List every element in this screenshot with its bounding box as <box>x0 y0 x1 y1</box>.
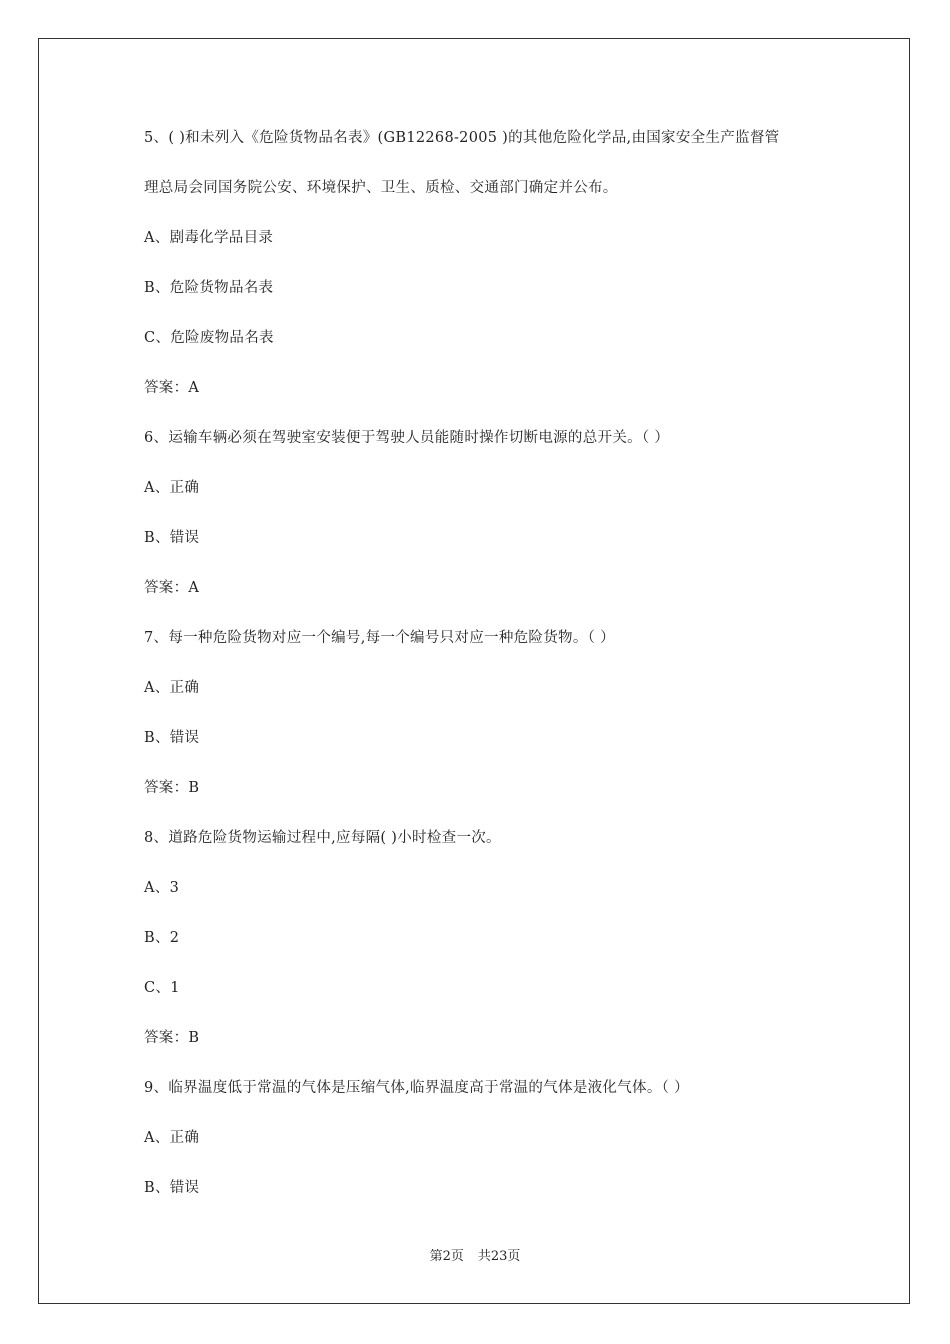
question-6-answer: 答案：A <box>144 580 200 596</box>
question-9-text: 9、临界温度低于常温的气体是压缩气体,临界温度高于常温的气体是液化气体。（ ） <box>144 1080 689 1096</box>
question-5-text-line-1: 5、( )和未列入《危险货物品名表》(GB12268-2005 )的其他危险化学品,由国家安全生产监督管 <box>144 130 780 146</box>
question-8-option-b: B、2 <box>144 930 180 946</box>
question-8-text: 8、道路危险货物运输过程中,应每隔( )小时检查一次。 <box>144 830 501 846</box>
question-5-option-a: A、剧毒化学品目录 <box>144 230 274 246</box>
question-5-option-c: C、危险废物品名表 <box>144 330 274 346</box>
question-5-text-line-2: 理总局会同国务院公安、环境保护、卫生、质检、交通部门确定并公布。 <box>144 180 618 196</box>
question-5-option-b: B、危险货物品名表 <box>144 280 274 296</box>
question-9-option-a: A、正确 <box>144 1130 200 1146</box>
page-footer <box>0 1248 950 1266</box>
question-8-answer: 答案：B <box>144 1030 200 1046</box>
question-6-text: 6、运输车辆必须在驾驶室安装便于驾驶人员能随时操作切断电源的总开关。（ ） <box>144 430 670 446</box>
question-7-option-a: A、正确 <box>144 680 200 696</box>
question-6-option-b: B、错误 <box>144 530 200 546</box>
total-page-count: 共23页 <box>477 1249 521 1264</box>
question-7-answer: 答案：B <box>144 780 200 796</box>
question-6-option-a: A、正确 <box>144 480 200 496</box>
question-5-answer: 答案：A <box>144 380 200 396</box>
question-7-text: 7、每一种危险货物对应一个编号,每一个编号只对应一种危险货物。（ ） <box>144 630 615 646</box>
question-8-option-a: A、3 <box>144 880 180 896</box>
question-7-option-b: B、错误 <box>144 730 200 746</box>
question-8-option-c: C、1 <box>144 980 180 996</box>
question-9-option-b: B、错误 <box>144 1180 200 1196</box>
current-page-number: 第2页 <box>429 1249 464 1264</box>
